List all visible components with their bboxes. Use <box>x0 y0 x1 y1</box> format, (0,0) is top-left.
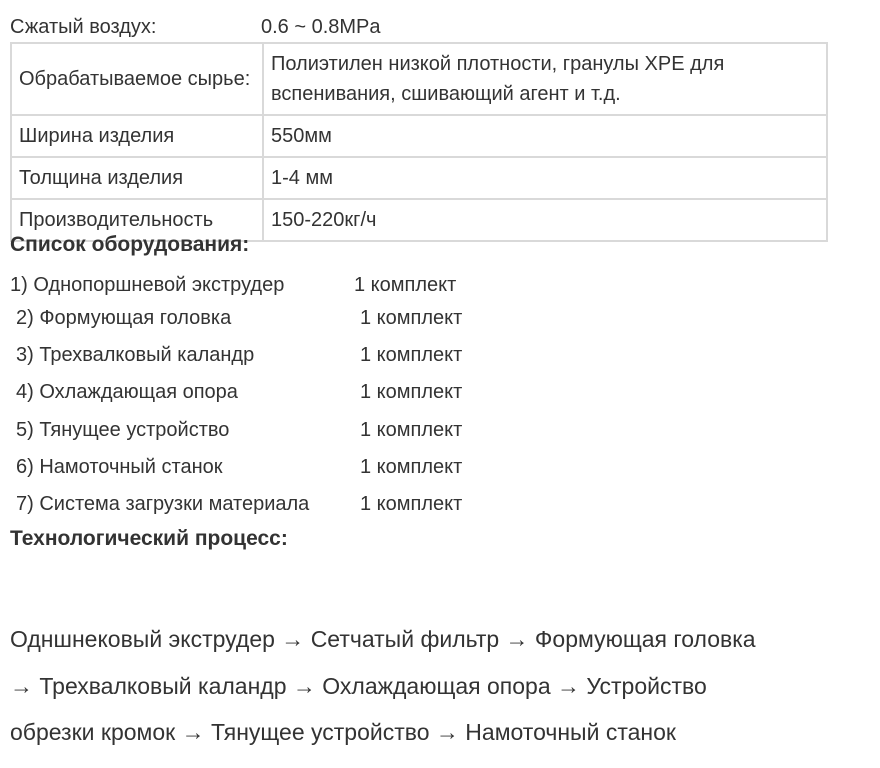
equipment-name: 2) Формующая головка <box>16 307 232 329</box>
spec-key-material: Обрабатываемое сырье: <box>11 43 263 115</box>
equipment-name: 1) Однопоршневой экструдер <box>10 274 285 296</box>
table-row <box>11 43 827 115</box>
process-heading: Технологический процесс: <box>10 527 288 550</box>
table-row <box>11 115 827 157</box>
compressed-air-label: Сжатый воздух: <box>10 16 157 38</box>
equipment-heading: Список оборудования: <box>10 233 250 256</box>
equipment-qty: 1 комплект <box>360 419 463 441</box>
equipment-name: 5) Тянущее устройство <box>16 419 230 441</box>
spec-value-material: Полиэтилен низкой плотности, гранулы XPE для вспенивания, сшивающий агент и т.д. <box>263 43 827 115</box>
compressed-air-value: 0.6 ~ 0.8MPa <box>261 16 381 38</box>
process-line: → Трехвалковый каландр → Охлаждающая опора → Устройство <box>10 673 707 699</box>
equipment-name: 7) Система загрузки материала <box>16 493 310 515</box>
spec-value-capacity: 150-220кг/ч <box>263 199 827 241</box>
equipment-name: 6) Намоточный станок <box>16 456 223 478</box>
equipment-qty: 1 комплект <box>360 381 463 403</box>
process-line: обрезки кромок → Тянущее устройство → Намоточный станок <box>10 719 676 745</box>
spec-value-thickness: 1-4 мм <box>263 157 827 199</box>
spec-value-width: 550мм <box>263 115 827 157</box>
process-line: Одншнековый экструдер → Сетчатый фильтр → Формующая головка <box>10 626 756 652</box>
equipment-name: 3) Трехвалковый каландр <box>16 344 255 366</box>
spec-table <box>10 42 828 242</box>
equipment-qty: 1 комплект <box>360 344 463 366</box>
spec-key-thickness: Толщина изделия <box>11 157 263 199</box>
equipment-qty: 1 комплект <box>360 307 463 329</box>
equipment-qty: 1 комплект <box>354 274 457 296</box>
equipment-qty: 1 комплект <box>360 456 463 478</box>
table-row <box>11 157 827 199</box>
equipment-qty: 1 комплект <box>360 493 463 515</box>
equipment-name: 4) Охлаждающая опора <box>16 381 238 403</box>
spec-key-capacity: Производительность <box>11 199 263 241</box>
spec-key-width: Ширина изделия <box>11 115 263 157</box>
